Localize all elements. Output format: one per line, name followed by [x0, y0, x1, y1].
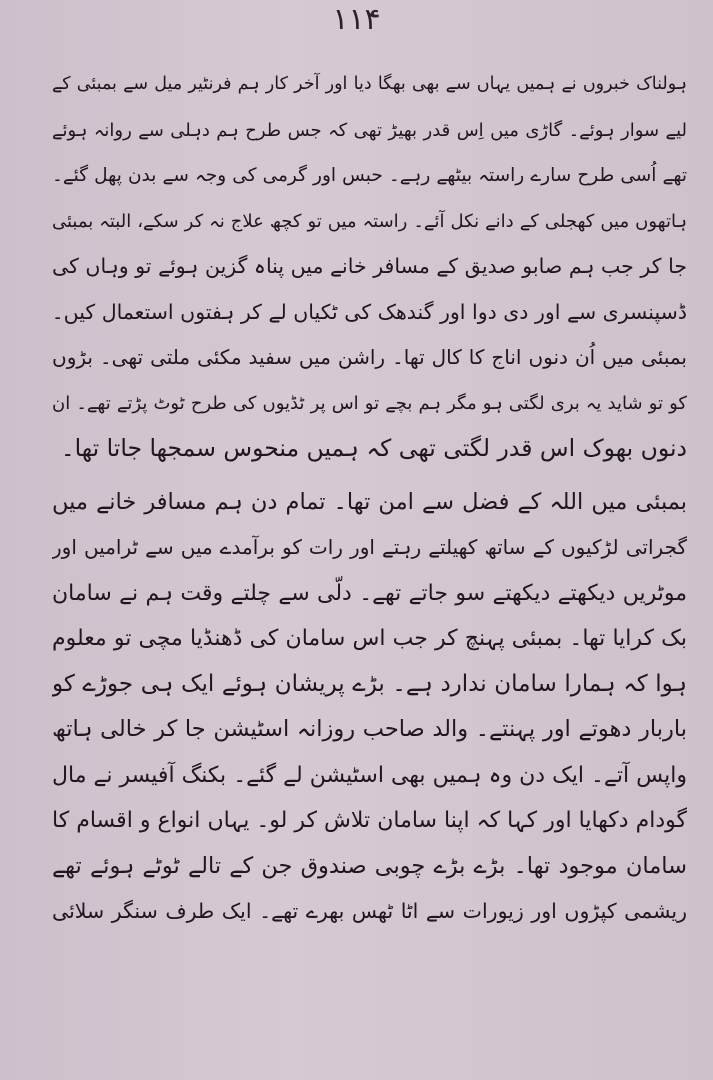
text-line: باربار دھوتے اور پہنتے۔ والد صاحب روزانہ اسٹیشن جا کر خالی ہاتھ: [52, 716, 687, 742]
text-line: ہولناک خبروں نے ہمیں یہاں سے بھی بھگا دیا اور آخر کار ہم فرنٹیر میل سے بمبئی کے: [52, 74, 687, 94]
text-line: موٹریں دیکھتے دیکھتے سو جاتے تھے۔ دلّی سے چلتے وقت ہم نے سامان: [52, 580, 687, 606]
text-line: واپس آتے۔ ایک دن وہ ہمیں بھی اسٹیشن لے گئے۔ بکنگ آفیسر نے مال: [52, 762, 687, 788]
text-line: لیے سوار ہوئے۔ گاڑی میں اِس قدر بھیڑ تھی کہ جس طرح ہم دہلی سے روانہ ہوئے: [52, 119, 687, 141]
text-line: تھے اُسی طرح سارے راستہ بیٹھے رہے۔ حبس اور گرمی کی وجہ سے بدن پھل گئے۔: [52, 165, 687, 186]
text-line: بک کرایا تھا۔ بمبئی پہنچ کر جب اس سامان کی ڈھنڈیا مچی تو معلوم: [52, 626, 687, 651]
text-line: بمبئی میں اُن دنوں اناج کا کال تھا۔ راشن میں سفید مکئی ملتی تھی۔ بڑوں: [52, 345, 687, 369]
paragraph-gap: [52, 472, 687, 480]
text-line: کو تو شاید یہ بری لگتی ہو مگر ہم بچے تو اس پر ٹڈیوں کی طرح ٹوٹ پڑتے تھے۔ ان: [52, 392, 687, 414]
paragraph-1: [52, 62, 687, 472]
text-line: ہوا کہ ہمارا سامان ندارد ہے۔ بڑے پریشان ہوئے ایک ہی جوڑے کو: [52, 670, 687, 697]
text-line: گودام دکھایا اور کہا کہ اپنا سامان تلاش کر لو۔ یہاں انواع و اقسام کا: [52, 808, 687, 833]
paragraph-2: [52, 480, 687, 935]
text-line: بمبئی میں اللہ کے فضل سے امن تھا۔ تمام دن ہم مسافر خانے میں: [52, 488, 687, 515]
page-body: [52, 62, 687, 935]
text-line: ریشمی کپڑوں اور زیورات سے اٹا ٹھس بھرے تھے۔ ایک طرف سنگر سلائی: [52, 899, 687, 923]
text-line: سامان موجود تھا۔ بڑے بڑے چوبی صندوق جن کے تالے ٹوٹے ہوئے تھے: [52, 852, 687, 879]
text-line: ہاتھوں میں کھجلی کے دانے نکل آئے۔ راستہ میں تو کچھ علاج نہ کر سکے، البتہ بمبئی: [52, 210, 687, 232]
text-line: جا کر جب ہم صابو صدیق کے مسافر خانے میں پناہ گزین ہوئے تو وہاں کی: [52, 254, 687, 278]
text-line: ڈسپنسری سے اور دی دوا اور گندھک کی ٹکیاں لے کر ہفتوں استعمال کیں۔: [52, 299, 687, 324]
page-number: ۱۱۴: [332, 2, 381, 37]
text-line: گجراتی لڑکیوں کے ساتھ کھیلتے رہتے اور رات کو برآمدے میں سے ٹرامیں اور: [52, 535, 687, 559]
text-line: دنوں بھوک اس قدر لگتی تھی کہ ہمیں منحوس سمجھا جاتا تھا۔: [60, 434, 687, 462]
